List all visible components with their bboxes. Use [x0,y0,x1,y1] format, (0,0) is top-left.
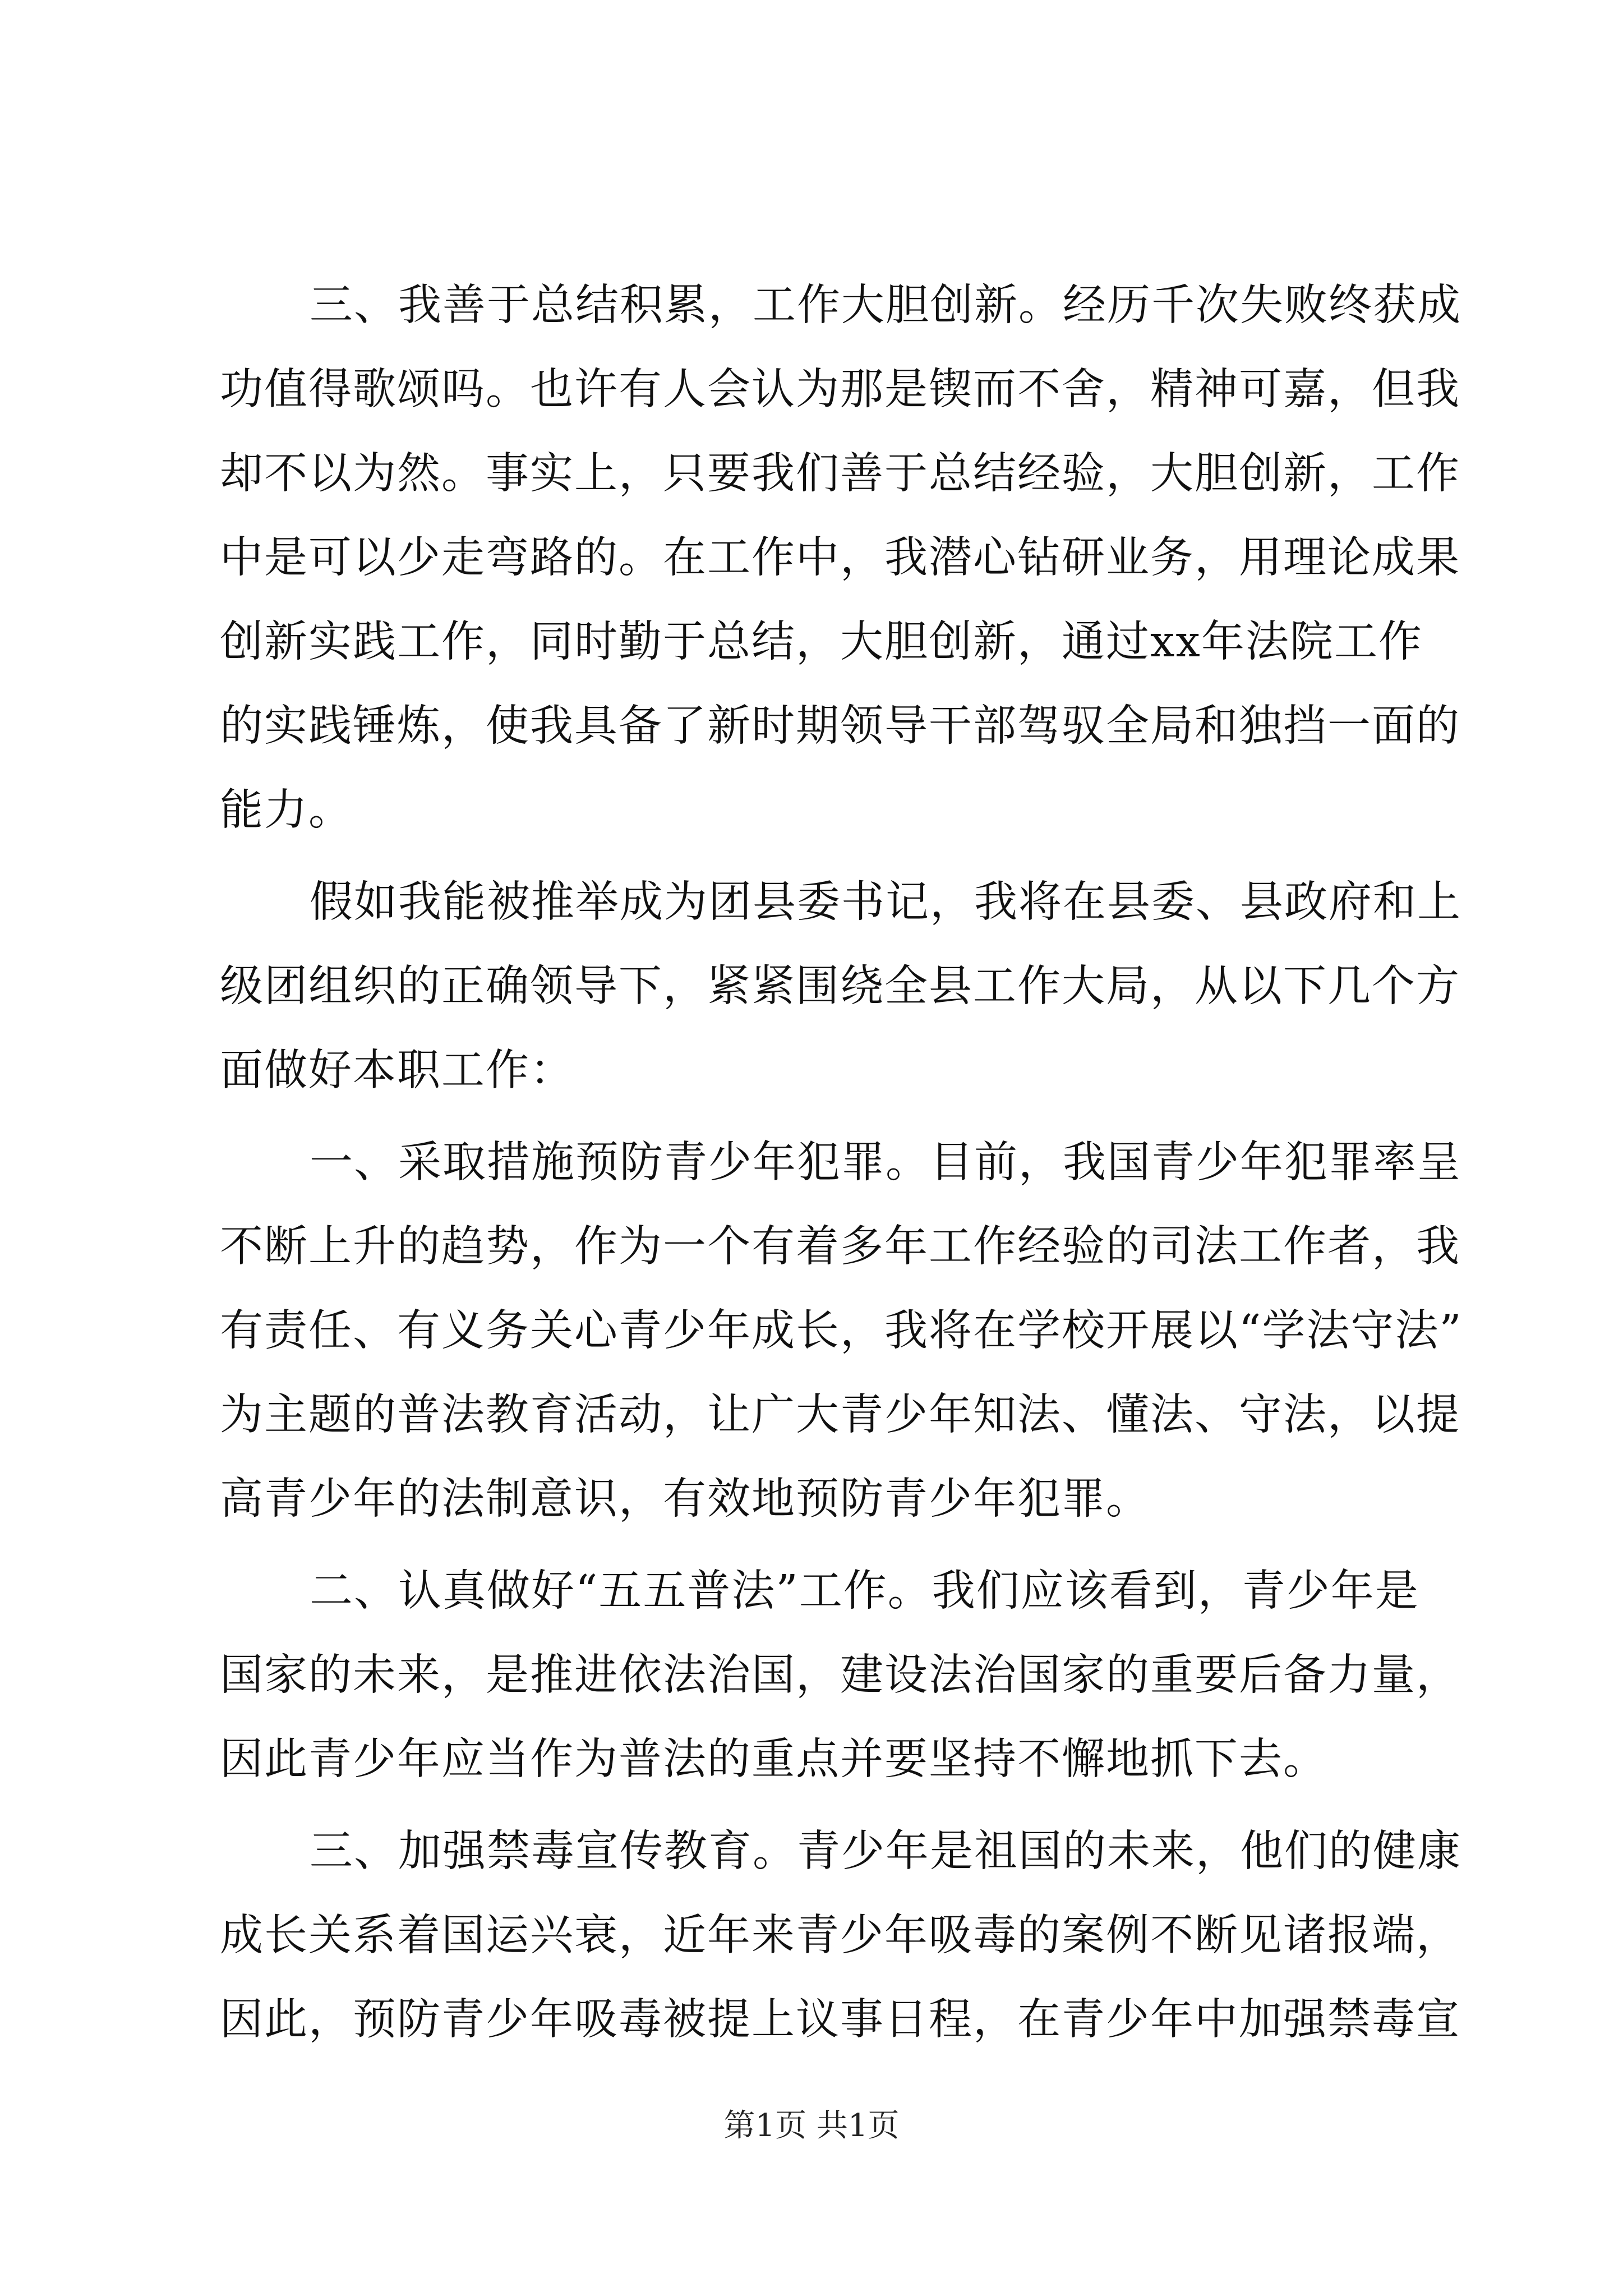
document-body [220,264,1463,2062]
text-line: 的实践锤炼，使我具备了新时期领导干部驾驭全局和独挡一面的 [220,701,1460,751]
text-line: 不断上升的趋势，作为一个有着多年工作经验的司法工作者，我 [220,1222,1460,1272]
text-line: 二、认真做好“五五普法”工作。我们应该看到，青少年是 [310,1566,1419,1616]
text-line: 高青少年的法制意识，有效地预防青少年犯罪。 [220,1474,1150,1524]
text-line: 因此，预防青少年吸毒被提上议事日程，在青少年中加强禁毒宣 [220,1995,1460,2045]
paragraph [220,1549,1460,1802]
text-line: 成长关系着国运兴衰，近年来青少年吸毒的案例不断见诸报端， [220,1911,1460,1961]
text-line: 级团组织的正确领导下，紧紧围绕全县工作大局，从以下几个方 [220,961,1460,1011]
paragraph [220,1810,1461,2062]
text-line: 三、加强禁毒宣传教育。青少年是祖国的未来，他们的健康 [310,1826,1461,1876]
text-line: 创新实践工作，同时勤于总结，大胆创新，通过xx年法院工作 [220,617,1423,667]
paragraph [220,861,1461,1113]
text-line: 能力。 [220,785,353,835]
text-line: 国家的未来，是推进依法治国，建设法治国家的重要后备力量， [220,1650,1460,1700]
text-line: 三、我善于总结积累，工作大胆创新。经历千次失败终获成 [310,280,1461,330]
paragraph [220,1121,1463,1542]
text-line: 为主题的普法教育活动，让广大青少年知法、懂法、守法，以提 [220,1390,1460,1440]
page-number-footer: 第1页 共1页 [723,2108,900,2144]
text-line: 中是可以少走弯路的。在工作中，我潜心钻研业务，用理论成果 [220,533,1460,583]
text-line: 有责任、有义务关心青少年成长，我将在学校开展以“学法守法” [220,1306,1463,1356]
text-line: 因此青少年应当作为普法的重点并要坚持不懈地抓下去。 [220,1734,1327,1784]
text-line: 面做好本职工作： [220,1046,574,1096]
text-line: 却不以为然。事实上，只要我们善于总结经验，大胆创新，工作 [220,449,1460,499]
text-line: 功值得歌颂吗。也许有人会认为那是锲而不舍，精神可嘉，但我 [220,365,1460,415]
text-line: 假如我能被推举成为团县委书记，我将在县委、县政府和上 [310,877,1461,927]
paragraph [220,264,1461,853]
text-line: 一、采取措施预防青少年犯罪。目前，我国青少年犯罪率呈 [310,1138,1461,1188]
